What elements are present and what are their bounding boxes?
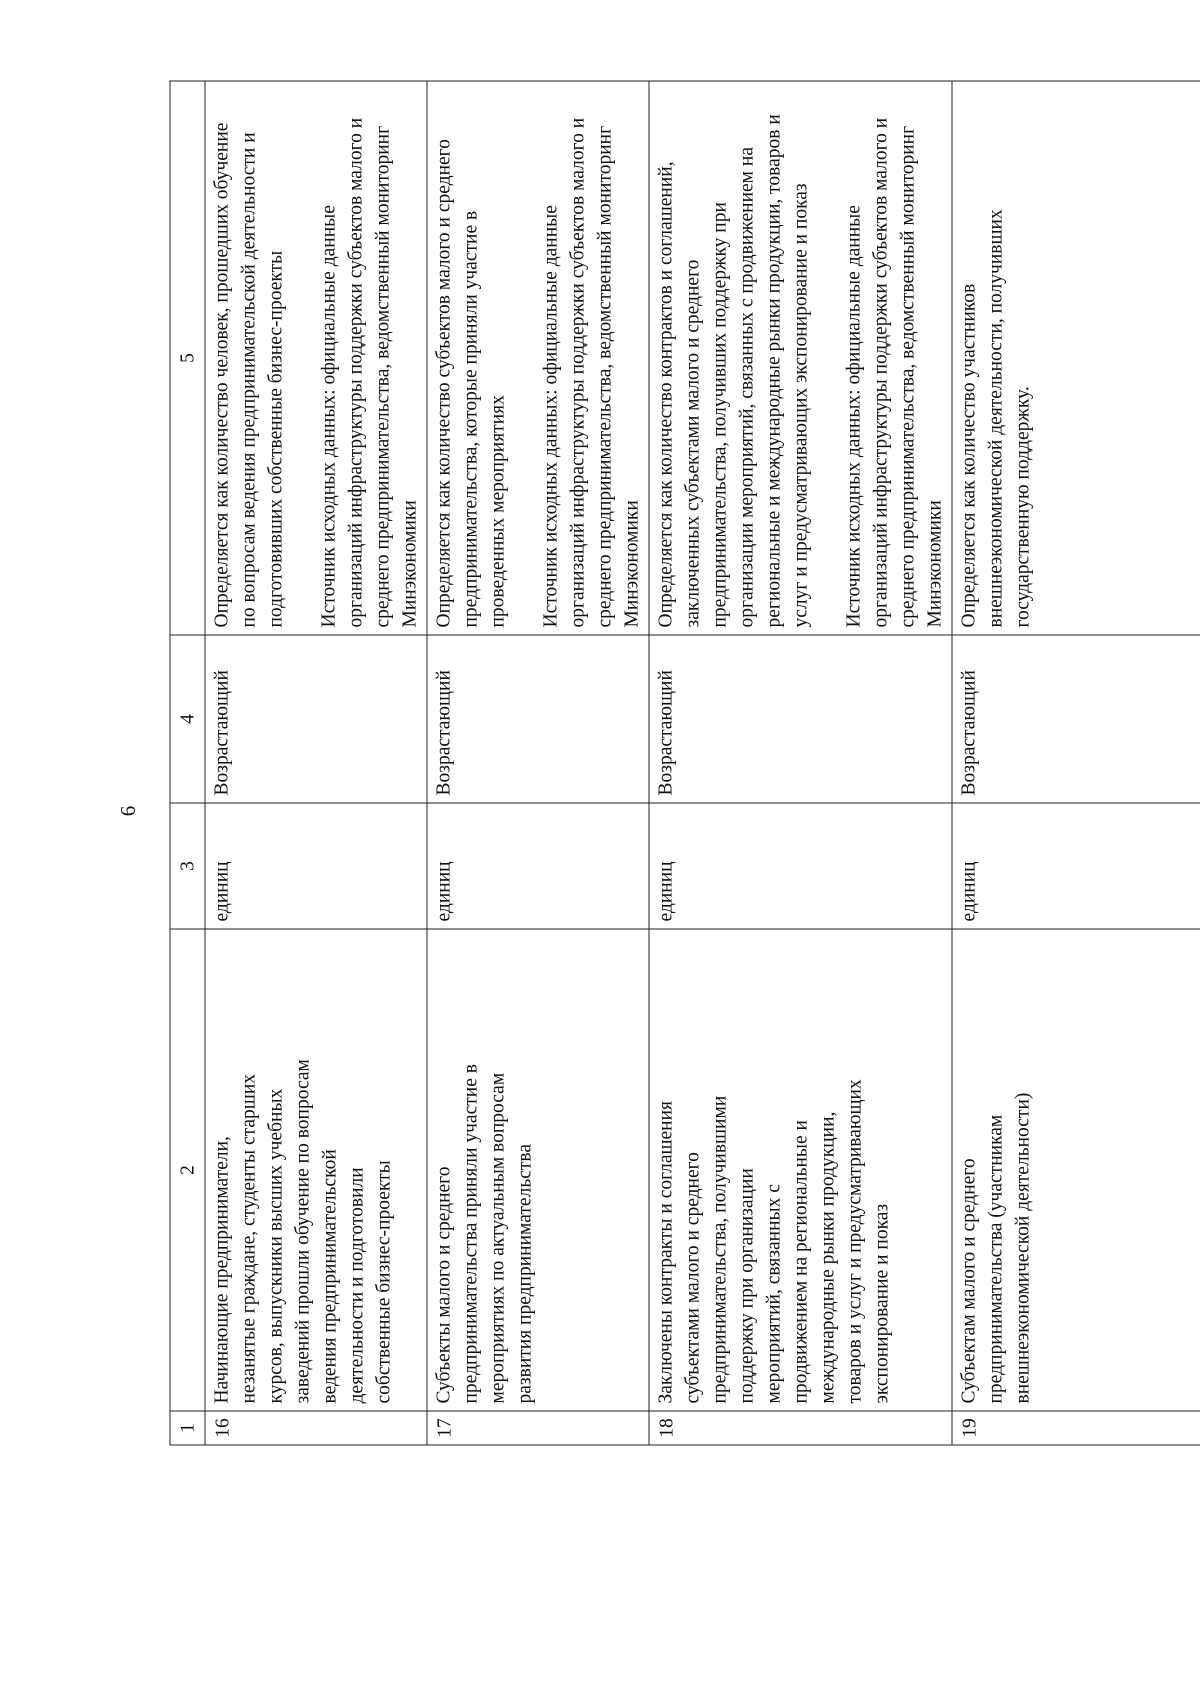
unit-of-measure: единиц: [952, 803, 1200, 929]
header-row: [170, 81, 205, 1445]
table-row: [205, 81, 427, 1445]
calculation-method: [205, 81, 427, 635]
trend-type: Возрастающий: [952, 635, 1200, 803]
row-number: 17: [427, 1411, 649, 1445]
definition-text: Определяется как количество участников внешнеэкономической деятельности, получивших государственную поддержку.: [958, 209, 1034, 628]
trend-type: Возрастающий: [427, 635, 649, 803]
indicator-name: [205, 929, 427, 1411]
definition-text: Определяется как количество субъектов малого и среднего предпринимательства, которые приняли участие в проведенных мероприятиях: [433, 139, 509, 628]
calculation-method: [952, 81, 1200, 635]
trend-type: Возрастающий: [205, 635, 427, 803]
column-header-4: 4: [170, 635, 205, 803]
column-header-1: 1: [170, 1411, 205, 1445]
column-header-5: 5: [170, 81, 205, 635]
page-number: 6: [116, 805, 140, 817]
definition-text: Определяется как количество контрактов и соглашений, заключенных субъектами малого и среднего предпринимательства, получивших поддержку при организации мероприятий, связанных с продвижением на региональные и международные рынки продукции, товаров и услуг и предусматривающих экспонирование и показ: [655, 114, 812, 628]
column-header-2: 2: [170, 929, 205, 1411]
calculation-method: [649, 81, 952, 635]
row-number: 18: [649, 1411, 952, 1445]
indicator-name: [952, 929, 1200, 1411]
indicator-name-text: Субъектам малого и среднего предпринимательства (участникам внешнеэкономической деятельности): [958, 1092, 1034, 1404]
definition-text: Определяется как количество человек, прошедших обучение по вопросам ведения предпринимательской деятельности и подготовивших собственные бизнес-проекты: [211, 122, 287, 628]
trend-type: Возрастающий: [649, 635, 952, 803]
indicator-name-text: Начинающие предприниматели, незанятые граждане, студенты старших курсов, выпускники высших учебных заведений прошли обучение по вопросам ведения предпринимательской деятельности и подготовили собственные бизнес-проекты: [211, 1059, 395, 1404]
table-row: [427, 81, 649, 1445]
column-header-3: 3: [170, 803, 205, 929]
table-rotation-wrapper: [169, 81, 1200, 1445]
row-number: 16: [205, 1411, 427, 1445]
indicator-name-text: Заключены контракты и соглашения субъектами малого и среднего предпринимательства, получившими поддержку при организации мероприятий, связанных с продвижением на региональные и международные рынки продукции, товаров и услуг и предусматривающих экспонирование и показ: [655, 1079, 893, 1404]
table-row: [649, 81, 952, 1445]
indicator-name: [649, 929, 952, 1411]
unit-of-measure: единиц: [205, 803, 427, 929]
unit-of-measure: единиц: [427, 803, 649, 929]
data-source-text: Источник исходных данных: официальные данные организаций инфраструктуры поддержки субъектов малого и среднего предпринимательства, ведомственный мониторинг Минэкономики: [540, 117, 643, 628]
indicator-name: [427, 929, 649, 1411]
unit-of-measure: единиц: [649, 803, 952, 929]
data-source-text: Источник исходных данных: официальные данные организаций инфраструктуры поддержки субъектов малого и среднего предпринимательства, ведомственный мониторинг Минэкономики: [843, 117, 946, 628]
data-source-text: Источник исходных данных: официальные данные организаций инфраструктуры поддержки субъектов малого и среднего предпринимательства, ведомственный мониторинг Минэкономики: [318, 117, 421, 628]
table-row: [952, 81, 1200, 1445]
indicators-table: [170, 81, 1200, 1446]
calculation-method: [427, 81, 649, 635]
row-number: 19: [952, 1411, 1200, 1445]
indicator-name-text: Субъекты малого и среднего предпринимательства приняли участие в мероприятиях по актуальным вопросам развития предпринимательства: [433, 1064, 536, 1404]
